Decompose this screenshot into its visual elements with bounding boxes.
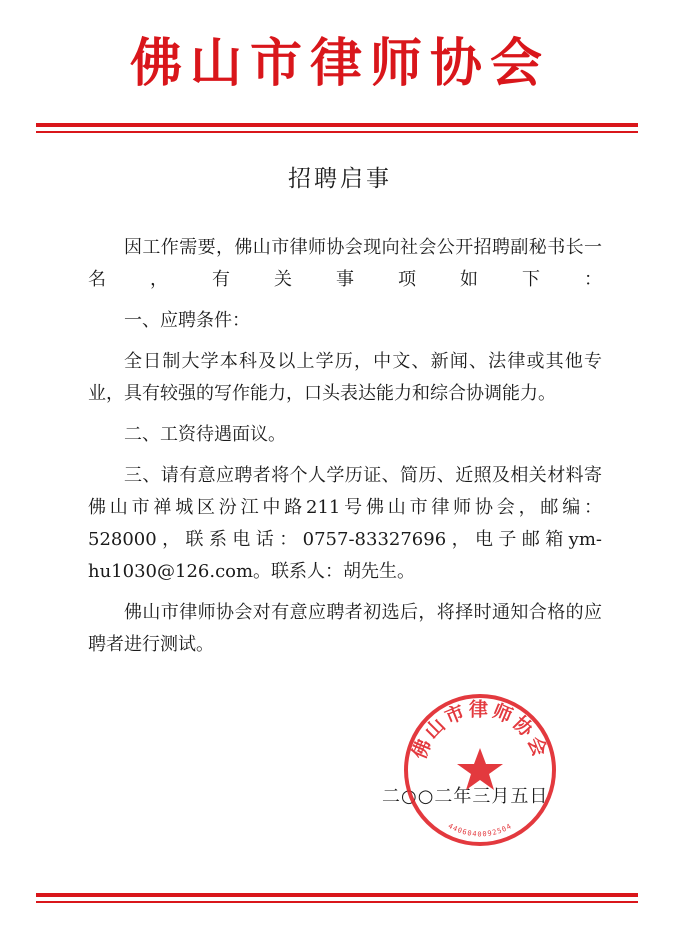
body-paragraph-requirements: 全日制大学本科及以上学历，中文、新闻、法律或其他专业，具有较强的写作能力，口头表达能力和综合协调能力。 [88,351,602,404]
svg-text:4406040092504: 4406040092504 [446,822,514,839]
letterhead-title: 佛山市律师协会 [129,34,550,94]
document-body [88,232,602,670]
star-icon [457,748,503,790]
document-date: 二○○二年三月五日 [382,786,549,807]
footer-rule-thick [36,893,638,897]
body-paragraph-section-3-contact: 三、请有意应聘者将个人学历证、简历、近照及相关材料寄佛山市禅城区汾江中路211号佛山市律师协会，邮编：528000，联系电话：0757-83327696，电子邮箱ym-hu1030@126.com。联系人：胡先生。 [88,465,602,582]
letterhead-rule-thin [36,131,638,133]
official-seal [400,690,560,850]
document-title: 招聘启事 [288,166,392,192]
letterhead-rule-thick [36,123,638,127]
body-paragraph-closing: 佛山市律师协会对有意应聘者初选后，将择时通知合格的应聘者进行测试。 [88,602,602,655]
body-paragraph-section-2: 二、工资待遇面议。 [124,424,286,445]
footer-rule-thin [36,901,638,903]
svg-text:佛山市律师协会: 佛山市律师协会 [408,698,552,763]
body-paragraph-section-1-heading: 一、应聘条件： [124,310,250,331]
body-paragraph-intro: 因工作需要，佛山市律师协会现向社会公开招聘副秘书长一名，有关事项如下： [88,237,602,290]
